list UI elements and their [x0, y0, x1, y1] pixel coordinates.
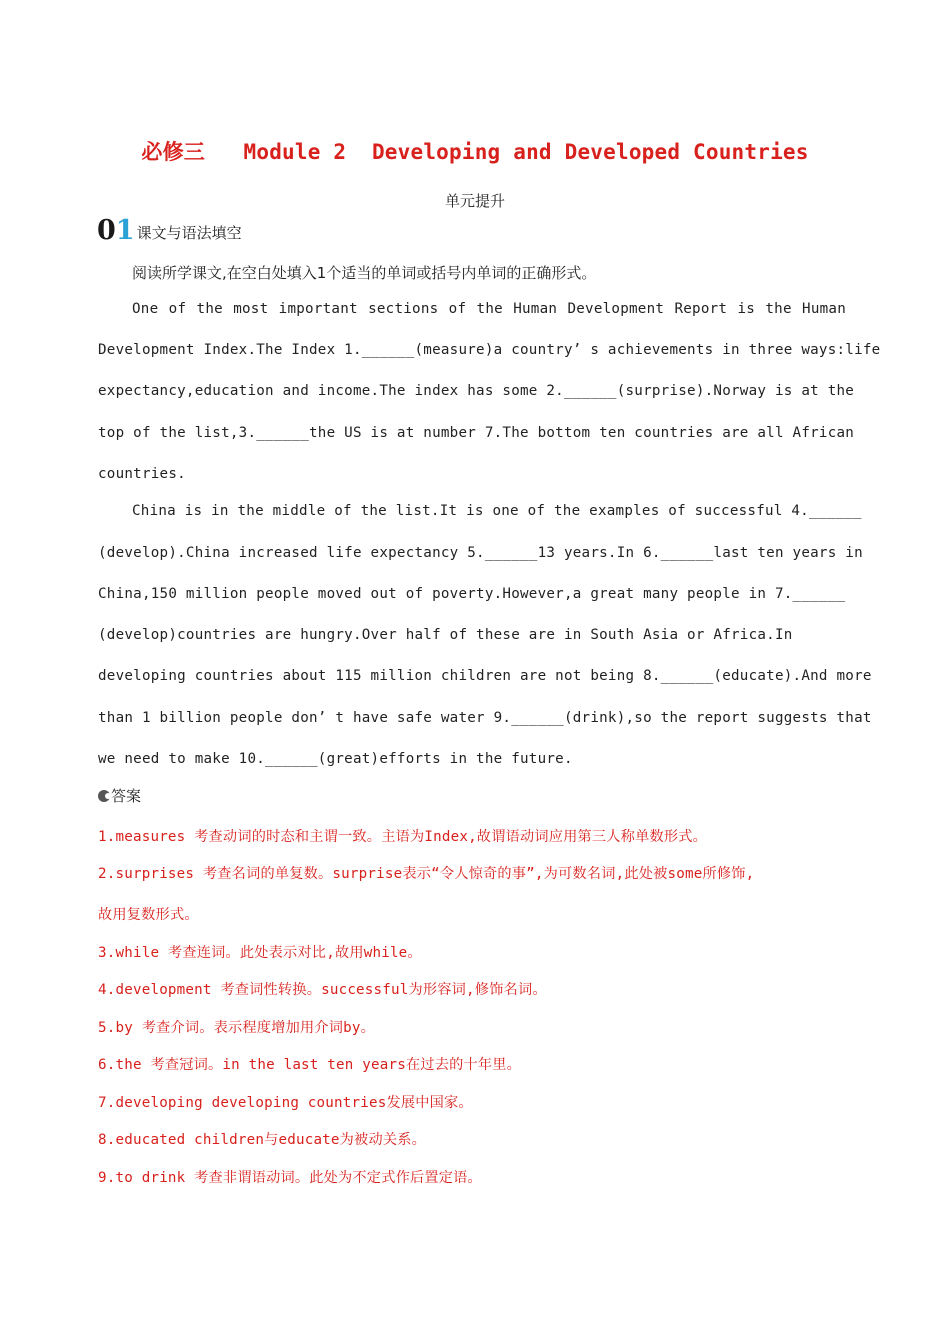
answer-item: 2.surprises 考查名词的单复数。surprise表示“令人惊奇的事”,为可数名词,此处被some所修饰,	[98, 866, 755, 882]
passage-line: One of the most important sections of the Human Development Report is the Human	[132, 301, 846, 317]
answer-item: 9.to drink 考查非谓语动词。此处为不定式作后置定语。	[98, 1170, 482, 1186]
answer-item: 5.by 考查介词。表示程度增加用介词by。	[98, 1020, 376, 1036]
answer-heading	[98, 785, 141, 806]
answer-item: 8.educated children与educate为被动关系。	[98, 1132, 426, 1148]
answer-item: 7.developing developing countries发展中国家。	[98, 1095, 473, 1111]
passage-line: Development Index.The Index 1.______(measure)a country’ s achievements in three ways:life	[98, 342, 881, 358]
passage-line: China,150 million people moved out of poverty.However,a great many people in 7.______	[98, 586, 846, 602]
answer-icon	[98, 790, 110, 802]
passage-line: (develop)countries are hungry.Over half of these are in South Asia or Africa.In	[98, 627, 793, 643]
page-subtitle: 单元提升	[444, 192, 505, 210]
title-book: 必修三	[141, 140, 205, 164]
page-title	[0, 136, 950, 166]
passage-line: (develop).China increased life expectancy 5.______13 years.In 6.______last ten years in	[98, 545, 863, 561]
passage-line: expectancy,education and income.The index has some 2.______(surprise).Norway is at the	[98, 383, 855, 399]
section-heading	[97, 216, 242, 246]
passage-line: we need to make 10.______(great)efforts in the future.	[98, 751, 573, 767]
passage-line: countries.	[98, 466, 186, 482]
passage-line: China is in the middle of the list.It is one of the examples of successful 4.______	[132, 503, 862, 519]
title-module: Module 2	[243, 140, 347, 164]
passage-line: than 1 billion people don’ t have safe water 9.______(drink),so the report suggests that	[98, 710, 872, 726]
instruction-text: 阅读所学课文,在空白处填入1个适当的单词或括号内单词的正确形式。	[132, 264, 597, 282]
passage-line: top of the list,3.______the US is at number 7.The bottom ten countries are all African	[98, 425, 855, 441]
answer-item: 3.while 考查连词。此处表示对比,故用while。	[98, 945, 422, 961]
section-label: 课文与语法填空	[136, 224, 242, 242]
answer-item: 6.the 考查冠词。in the last ten years在过去的十年里。	[98, 1057, 522, 1073]
answer-item: 4.development 考查词性转换。successful为形容词,修饰名词。	[98, 982, 547, 998]
answer-item: 故用复数形式。	[98, 907, 199, 923]
section-number: 01	[97, 215, 135, 246]
passage-line: developing countries about 115 million children are not being 8.______(educate).And more	[98, 668, 872, 684]
answer-heading-label: 答案	[111, 787, 142, 805]
answer-item: 1.measures 考查动词的时态和主谓一致。主语为Index,故谓语动词应用第三人称单数形式。	[98, 829, 708, 845]
title-topic: Developing and Developed Countries	[371, 140, 809, 164]
